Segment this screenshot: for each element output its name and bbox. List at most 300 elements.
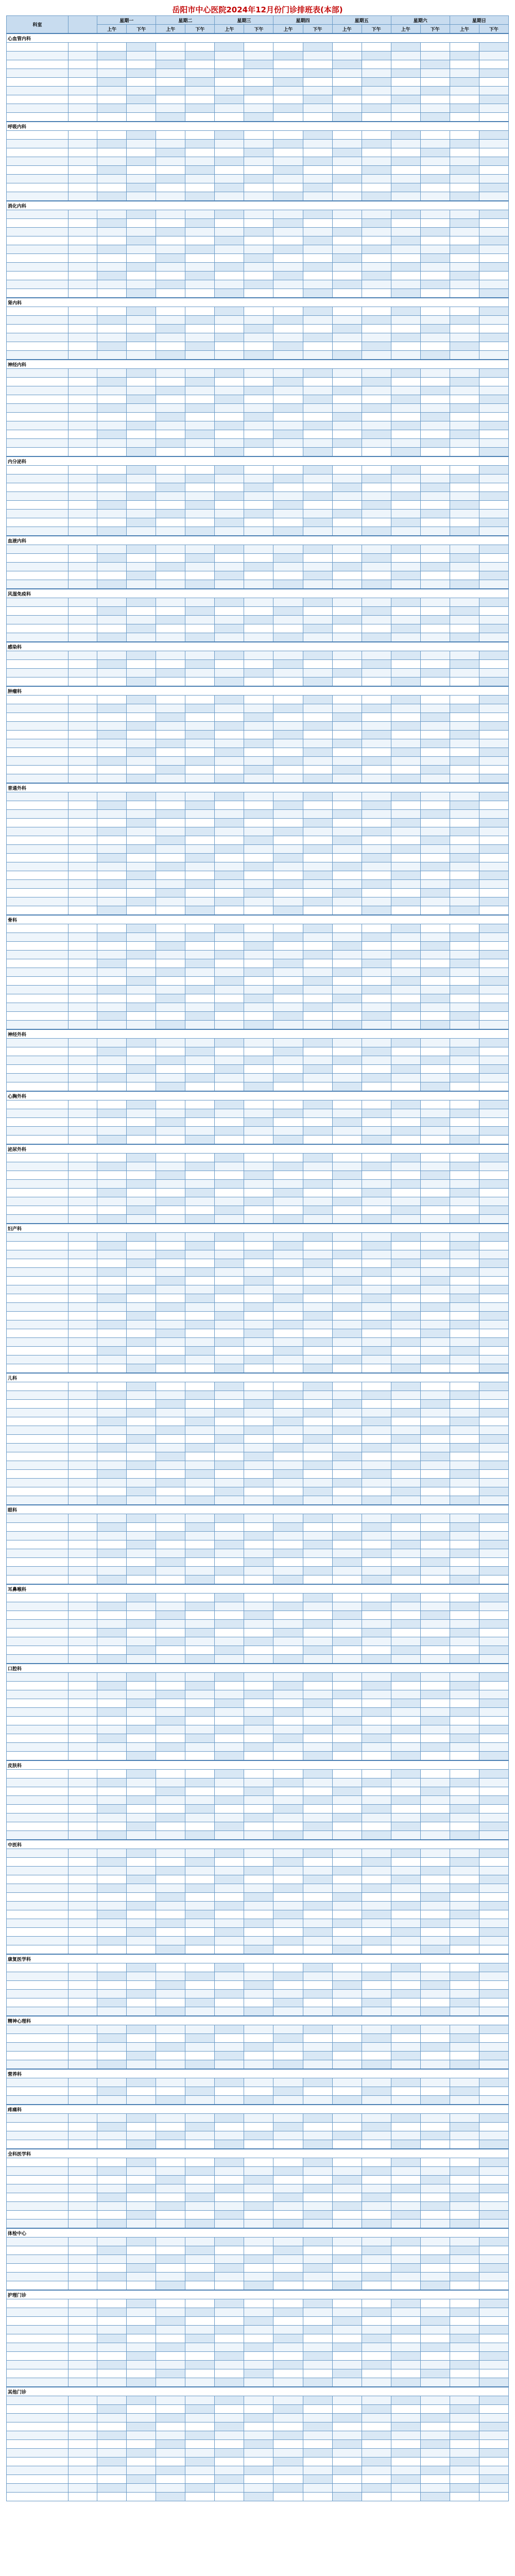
schedule-cell bbox=[244, 78, 273, 87]
schedule-cell bbox=[479, 624, 508, 633]
schedule-cell bbox=[391, 307, 420, 316]
schedule-cell bbox=[362, 1699, 391, 1708]
schedule-cell bbox=[215, 1858, 244, 1867]
schedule-cell bbox=[332, 183, 362, 192]
schedule-cell bbox=[332, 1734, 362, 1743]
schedule-cell bbox=[479, 1206, 508, 1215]
schedule-cell bbox=[391, 633, 420, 642]
schedule-cell bbox=[273, 2176, 303, 2184]
schedule-cell bbox=[479, 1487, 508, 1496]
day-header: 星期日 bbox=[450, 16, 508, 25]
schedule-cell bbox=[420, 731, 450, 739]
schedule-cell bbox=[391, 518, 420, 527]
schedule-cell bbox=[244, 1831, 273, 1840]
schedule-cell bbox=[332, 2123, 362, 2131]
schedule-cell bbox=[420, 60, 450, 69]
schedule-cell bbox=[185, 1382, 215, 1391]
schedule-cell bbox=[156, 1620, 185, 1629]
schedule-cell bbox=[303, 1743, 332, 1752]
schedule-cell bbox=[450, 2219, 479, 2229]
schedule-cell bbox=[215, 219, 244, 228]
schedule-cell bbox=[450, 448, 479, 457]
schedule-cell bbox=[450, 942, 479, 951]
schedule-cell bbox=[156, 1355, 185, 1364]
schedule-cell bbox=[450, 1752, 479, 1761]
schedule-cell bbox=[450, 2211, 479, 2219]
clinic-type-cell bbox=[68, 1206, 97, 1215]
schedule-cell bbox=[362, 1189, 391, 1197]
clinic-name-cell bbox=[7, 942, 68, 951]
table-row bbox=[7, 1743, 509, 1752]
schedule-cell bbox=[362, 1611, 391, 1620]
table-row bbox=[7, 1725, 509, 1734]
schedule-cell bbox=[391, 906, 420, 916]
schedule-cell bbox=[332, 1206, 362, 1215]
schedule-cell bbox=[332, 1637, 362, 1646]
schedule-cell bbox=[450, 1242, 479, 1250]
schedule-cell bbox=[273, 1479, 303, 1487]
schedule-cell bbox=[185, 827, 215, 836]
schedule-cell bbox=[273, 1540, 303, 1549]
schedule-cell bbox=[156, 862, 185, 871]
schedule-cell bbox=[362, 1470, 391, 1479]
schedule-cell bbox=[215, 563, 244, 571]
schedule-cell bbox=[127, 2264, 156, 2273]
schedule-cell bbox=[391, 1047, 420, 1056]
schedule-cell bbox=[391, 1285, 420, 1294]
schedule-cell bbox=[479, 386, 508, 395]
schedule-cell bbox=[244, 1796, 273, 1805]
schedule-cell bbox=[273, 1250, 303, 1259]
schedule-cell bbox=[244, 2352, 273, 2361]
schedule-cell bbox=[332, 1409, 362, 1417]
schedule-cell bbox=[332, 2096, 362, 2105]
schedule-cell bbox=[273, 704, 303, 713]
schedule-cell bbox=[97, 2202, 127, 2211]
clinic-type-cell bbox=[68, 378, 97, 386]
schedule-cell bbox=[215, 316, 244, 325]
schedule-cell bbox=[362, 1752, 391, 1761]
clinic-name-cell bbox=[7, 871, 68, 880]
schedule-cell bbox=[185, 1452, 215, 1461]
schedule-cell bbox=[362, 871, 391, 880]
schedule-cell bbox=[303, 554, 332, 563]
schedule-cell bbox=[450, 854, 479, 862]
schedule-cell bbox=[420, 1743, 450, 1752]
clinic-name-cell bbox=[7, 342, 68, 351]
schedule-cell bbox=[332, 1567, 362, 1575]
schedule-cell bbox=[479, 351, 508, 360]
clinic-name-cell bbox=[7, 1364, 68, 1374]
schedule-cell bbox=[185, 1242, 215, 1250]
schedule-cell bbox=[362, 862, 391, 871]
schedule-cell bbox=[127, 421, 156, 430]
schedule-cell bbox=[420, 774, 450, 784]
schedule-cell bbox=[303, 1972, 332, 1981]
schedule-cell bbox=[391, 369, 420, 378]
schedule-cell bbox=[185, 942, 215, 951]
clinic-name-cell bbox=[7, 2167, 68, 2176]
clinic-name-cell bbox=[7, 2317, 68, 2326]
clinic-type-cell bbox=[68, 1514, 97, 1523]
schedule-cell bbox=[244, 1259, 273, 1268]
clinic-type-cell bbox=[68, 563, 97, 571]
table-row bbox=[7, 1919, 509, 1928]
schedule-cell bbox=[332, 545, 362, 554]
clinic-name-cell bbox=[7, 395, 68, 404]
schedule-cell bbox=[479, 192, 508, 201]
schedule-cell bbox=[332, 1708, 362, 1717]
schedule-cell bbox=[244, 307, 273, 316]
clinic-name-cell bbox=[7, 1655, 68, 1664]
schedule-cell bbox=[420, 1136, 450, 1145]
schedule-cell bbox=[127, 2369, 156, 2378]
schedule-cell bbox=[156, 1655, 185, 1664]
table-row bbox=[7, 2114, 509, 2123]
clinic-name-cell bbox=[7, 660, 68, 669]
schedule-cell bbox=[391, 696, 420, 704]
clinic-type-cell bbox=[68, 1805, 97, 1814]
schedule-cell bbox=[127, 228, 156, 236]
schedule-cell bbox=[450, 351, 479, 360]
clinic-type-cell bbox=[68, 351, 97, 360]
schedule-cell bbox=[97, 2317, 127, 2326]
clinic-type-cell bbox=[68, 2273, 97, 2281]
schedule-cell bbox=[332, 52, 362, 60]
schedule-cell bbox=[391, 580, 420, 589]
schedule-cell bbox=[273, 1575, 303, 1585]
schedule-cell bbox=[362, 906, 391, 916]
clinic-name-cell bbox=[7, 651, 68, 660]
schedule-cell bbox=[215, 1902, 244, 1910]
schedule-cell bbox=[479, 1320, 508, 1329]
schedule-cell bbox=[391, 2378, 420, 2387]
schedule-cell bbox=[97, 651, 127, 660]
schedule-cell bbox=[127, 2123, 156, 2131]
schedule-cell bbox=[303, 1937, 332, 1945]
schedule-cell bbox=[303, 1338, 332, 1347]
table-row bbox=[7, 2396, 509, 2405]
clinic-type-cell bbox=[68, 1629, 97, 1637]
schedule-cell bbox=[479, 1770, 508, 1778]
schedule-cell bbox=[97, 192, 127, 201]
schedule-cell bbox=[420, 1074, 450, 1082]
schedule-cell bbox=[127, 78, 156, 87]
clinic-type-cell bbox=[68, 210, 97, 219]
schedule-cell bbox=[391, 1814, 420, 1822]
schedule-cell bbox=[156, 404, 185, 413]
schedule-cell bbox=[273, 889, 303, 897]
clinic-name-cell bbox=[7, 263, 68, 272]
schedule-cell bbox=[362, 289, 391, 298]
department-row bbox=[7, 686, 509, 696]
schedule-cell bbox=[450, 1594, 479, 1602]
clinic-name-cell bbox=[7, 43, 68, 52]
schedule-cell bbox=[215, 1197, 244, 1206]
schedule-cell bbox=[303, 2202, 332, 2211]
clinic-type-cell bbox=[68, 1162, 97, 1171]
clinic-type-cell bbox=[68, 1189, 97, 1197]
clinic-name-cell bbox=[7, 1884, 68, 1893]
schedule-cell bbox=[127, 272, 156, 280]
schedule-cell bbox=[156, 1540, 185, 1549]
schedule-cell bbox=[185, 183, 215, 192]
schedule-cell bbox=[420, 1021, 450, 1030]
schedule-cell bbox=[391, 1787, 420, 1796]
schedule-cell bbox=[215, 1391, 244, 1400]
clinic-type-cell bbox=[68, 2352, 97, 2361]
schedule-cell bbox=[97, 598, 127, 607]
schedule-cell bbox=[273, 1884, 303, 1893]
schedule-cell bbox=[303, 2484, 332, 2493]
schedule-cell bbox=[97, 43, 127, 52]
schedule-cell bbox=[156, 157, 185, 166]
schedule-cell bbox=[273, 2361, 303, 2369]
table-row bbox=[7, 1884, 509, 1893]
schedule-cell bbox=[450, 1734, 479, 1743]
schedule-cell bbox=[362, 1312, 391, 1320]
schedule-cell bbox=[127, 1303, 156, 1312]
schedule-cell bbox=[156, 1171, 185, 1180]
clinic-type-cell bbox=[68, 1523, 97, 1532]
schedule-cell bbox=[303, 192, 332, 201]
schedule-cell bbox=[391, 1268, 420, 1277]
schedule-cell bbox=[450, 1646, 479, 1655]
schedule-cell bbox=[391, 951, 420, 959]
schedule-cell bbox=[273, 140, 303, 148]
schedule-cell bbox=[97, 378, 127, 386]
schedule-cell bbox=[420, 421, 450, 430]
schedule-cell bbox=[303, 1259, 332, 1268]
schedule-cell bbox=[273, 483, 303, 492]
schedule-cell bbox=[391, 2131, 420, 2140]
schedule-cell bbox=[185, 1637, 215, 1646]
schedule-cell bbox=[97, 696, 127, 704]
schedule-cell bbox=[215, 2396, 244, 2405]
schedule-cell bbox=[273, 439, 303, 448]
clinic-type-cell bbox=[68, 95, 97, 104]
schedule-cell bbox=[479, 378, 508, 386]
schedule-cell bbox=[97, 2167, 127, 2176]
schedule-cell bbox=[362, 624, 391, 633]
schedule-cell bbox=[127, 1594, 156, 1602]
schedule-cell bbox=[185, 1154, 215, 1162]
schedule-cell bbox=[420, 1532, 450, 1540]
schedule-cell bbox=[97, 2246, 127, 2255]
clinic-name-cell bbox=[7, 518, 68, 527]
schedule-cell bbox=[185, 563, 215, 571]
schedule-cell bbox=[479, 280, 508, 289]
schedule-cell bbox=[420, 1452, 450, 1461]
schedule-cell bbox=[450, 1364, 479, 1374]
clinic-name-cell bbox=[7, 2484, 68, 2493]
schedule-cell bbox=[332, 1532, 362, 1540]
schedule-cell bbox=[127, 166, 156, 175]
schedule-cell bbox=[185, 1189, 215, 1197]
schedule-cell bbox=[215, 1998, 244, 2007]
clinic-type-cell bbox=[68, 245, 97, 254]
schedule-cell bbox=[479, 1990, 508, 1998]
schedule-cell bbox=[362, 827, 391, 836]
schedule-cell bbox=[185, 2317, 215, 2326]
clinic-name-cell bbox=[7, 1242, 68, 1250]
schedule-cell bbox=[479, 1136, 508, 1145]
schedule-cell bbox=[185, 677, 215, 687]
schedule-cell bbox=[273, 1109, 303, 1118]
clinic-type-cell bbox=[68, 1082, 97, 1092]
schedule-cell bbox=[303, 1858, 332, 1867]
schedule-cell bbox=[127, 1136, 156, 1145]
department-row bbox=[7, 122, 509, 131]
schedule-cell bbox=[479, 316, 508, 325]
schedule-cell bbox=[215, 1065, 244, 1074]
clinic-name-cell bbox=[7, 2396, 68, 2405]
schedule-cell bbox=[391, 1998, 420, 2007]
clinic-type-cell bbox=[68, 836, 97, 845]
schedule-cell bbox=[156, 563, 185, 571]
schedule-cell bbox=[332, 2343, 362, 2352]
schedule-cell bbox=[362, 1382, 391, 1391]
clinic-name-cell bbox=[7, 386, 68, 395]
schedule-cell bbox=[420, 1364, 450, 1374]
schedule-cell bbox=[215, 739, 244, 748]
table-row bbox=[7, 1100, 509, 1109]
schedule-cell bbox=[273, 1206, 303, 1215]
schedule-cell bbox=[156, 1197, 185, 1206]
schedule-cell bbox=[244, 2422, 273, 2431]
schedule-cell bbox=[185, 880, 215, 889]
schedule-cell bbox=[420, 2475, 450, 2484]
schedule-cell bbox=[244, 140, 273, 148]
day-header: 星期四 bbox=[273, 16, 332, 25]
schedule-cell bbox=[185, 510, 215, 518]
schedule-cell bbox=[391, 2264, 420, 2273]
schedule-cell bbox=[185, 2167, 215, 2176]
schedule-cell bbox=[362, 52, 391, 60]
schedule-cell bbox=[273, 1629, 303, 1637]
clinic-type-cell bbox=[68, 104, 97, 113]
schedule-cell bbox=[273, 192, 303, 201]
table-row bbox=[7, 1479, 509, 1487]
schedule-cell bbox=[215, 1109, 244, 1118]
schedule-cell bbox=[391, 1849, 420, 1858]
table-row bbox=[7, 2449, 509, 2458]
schedule-cell bbox=[244, 483, 273, 492]
schedule-cell bbox=[332, 2475, 362, 2484]
schedule-cell bbox=[273, 2052, 303, 2060]
schedule-cell bbox=[273, 713, 303, 722]
clinic-name-cell bbox=[7, 1523, 68, 1532]
schedule-cell bbox=[127, 1752, 156, 1761]
schedule-cell bbox=[97, 1902, 127, 1910]
schedule-cell bbox=[391, 2422, 420, 2431]
schedule-table bbox=[6, 15, 509, 2501]
schedule-cell bbox=[362, 1690, 391, 1699]
clinic-name-cell bbox=[7, 2052, 68, 2060]
schedule-cell bbox=[127, 395, 156, 404]
schedule-cell bbox=[273, 1734, 303, 1743]
schedule-cell bbox=[127, 1637, 156, 1646]
table-row bbox=[7, 1699, 509, 1708]
schedule-cell bbox=[362, 1171, 391, 1180]
table-row bbox=[7, 1646, 509, 1655]
schedule-cell bbox=[303, 2369, 332, 2378]
schedule-cell bbox=[420, 959, 450, 968]
schedule-cell bbox=[273, 1549, 303, 1558]
schedule-cell bbox=[97, 2007, 127, 2016]
clinic-type-cell bbox=[68, 880, 97, 889]
schedule-cell bbox=[391, 677, 420, 687]
schedule-cell bbox=[332, 1770, 362, 1778]
schedule-cell bbox=[273, 1990, 303, 1998]
clinic-name-cell bbox=[7, 236, 68, 245]
schedule-cell bbox=[156, 1268, 185, 1277]
schedule-cell bbox=[156, 2299, 185, 2308]
schedule-cell bbox=[273, 2193, 303, 2202]
schedule-cell bbox=[127, 968, 156, 977]
table-row bbox=[7, 157, 509, 166]
schedule-cell bbox=[273, 1074, 303, 1082]
schedule-cell bbox=[215, 906, 244, 916]
table-row bbox=[7, 183, 509, 192]
schedule-cell bbox=[156, 2087, 185, 2096]
table-row bbox=[7, 263, 509, 272]
clinic-type-cell bbox=[68, 395, 97, 404]
schedule-cell bbox=[332, 942, 362, 951]
schedule-cell bbox=[362, 2466, 391, 2475]
clinic-name-cell bbox=[7, 862, 68, 871]
schedule-cell bbox=[127, 1400, 156, 1409]
schedule-cell bbox=[215, 369, 244, 378]
schedule-cell bbox=[420, 951, 450, 959]
schedule-cell bbox=[303, 1558, 332, 1567]
schedule-cell bbox=[127, 1902, 156, 1910]
schedule-cell bbox=[127, 448, 156, 457]
schedule-cell bbox=[185, 1047, 215, 1056]
schedule-cell bbox=[185, 739, 215, 748]
table-row bbox=[7, 2238, 509, 2246]
schedule-cell bbox=[185, 1461, 215, 1470]
schedule-cell bbox=[127, 192, 156, 201]
clinic-type-cell bbox=[68, 1021, 97, 1030]
schedule-cell bbox=[127, 351, 156, 360]
schedule-cell bbox=[450, 2238, 479, 2246]
schedule-cell bbox=[97, 439, 127, 448]
schedule-cell bbox=[391, 2326, 420, 2334]
schedule-cell bbox=[244, 1902, 273, 1910]
clinic-name-cell bbox=[7, 1699, 68, 1708]
schedule-cell bbox=[303, 2211, 332, 2219]
schedule-cell bbox=[97, 1391, 127, 1400]
schedule-cell bbox=[97, 1725, 127, 1734]
schedule-cell bbox=[391, 1109, 420, 1118]
schedule-cell bbox=[303, 483, 332, 492]
schedule-cell bbox=[215, 2281, 244, 2291]
schedule-cell bbox=[127, 1206, 156, 1215]
table-row bbox=[7, 731, 509, 739]
schedule-cell bbox=[479, 1039, 508, 1047]
table-row bbox=[7, 924, 509, 933]
schedule-cell bbox=[215, 1329, 244, 1338]
schedule-cell bbox=[273, 766, 303, 774]
schedule-cell bbox=[244, 2405, 273, 2414]
schedule-cell bbox=[97, 1611, 127, 1620]
clinic-name-cell bbox=[7, 1127, 68, 1136]
schedule-cell bbox=[332, 245, 362, 254]
schedule-cell bbox=[215, 2440, 244, 2449]
schedule-cell bbox=[391, 1382, 420, 1391]
schedule-cell bbox=[391, 1655, 420, 1664]
